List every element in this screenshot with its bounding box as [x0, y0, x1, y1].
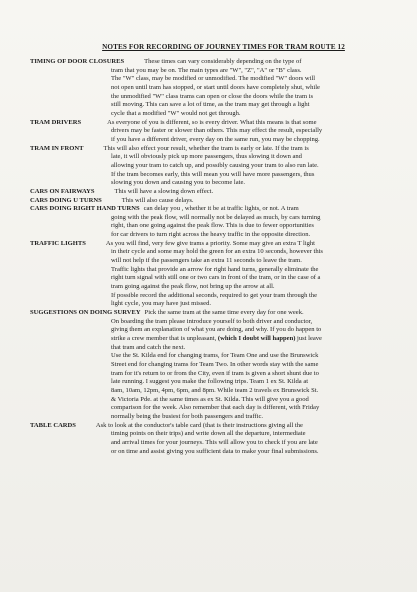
spacer — [86, 240, 106, 249]
section-text: can delay you , whether it be at traffic lights, or not. A tram — [143, 205, 299, 213]
section-line-text: Use the St. Kilda end for changing trams, for Team One and use the Brunswick — [111, 352, 319, 360]
spacer — [124, 58, 144, 67]
section-line — [30, 75, 391, 84]
section-line — [30, 266, 391, 275]
section-line-text: giving them an explanation of what you are doing, and why. If you do happen to — [111, 326, 322, 334]
section-line-text: that tram and catch the next. — [111, 343, 186, 351]
section-line-text: not open until tram has stopped, or start until doors have completely shut, while — [111, 83, 320, 91]
section-line-text: 8am, 10am, 12pm, 4pm, 6pm, and 8pm. While team 2 travels ex Brunswick St. — [111, 386, 319, 394]
section-line — [30, 283, 391, 292]
section — [30, 188, 391, 197]
section-line — [30, 300, 391, 309]
spacer — [76, 422, 96, 431]
section-first-line — [30, 145, 391, 154]
section-text: This will also effect your result, whether the tram is early or late. If the tram is — [103, 144, 309, 152]
section-line — [30, 257, 391, 266]
section-line — [30, 361, 391, 370]
section-line — [30, 214, 391, 223]
section-heading: CARS ON FAIRWAYS — [30, 187, 95, 195]
section-heading: TRAM DRIVERS — [30, 118, 82, 126]
section-line-text: allowing your tram to catch up, and possibly causing your tram to also run late. — [111, 161, 319, 169]
section-line — [30, 335, 391, 344]
section-heading: CARS DOING RIGHT HAND TURNS — [30, 205, 140, 213]
section-line-text: tram going against the peak flow, not bring up the arrow at all. — [111, 283, 275, 291]
section-line-text: strike a crew member that is unpleasant, (which I doubt will happen) just leave — [111, 335, 322, 342]
section-line — [30, 231, 391, 240]
section-heading: TIMING OF DOOR CLOSURES — [30, 58, 125, 65]
section-line — [30, 67, 391, 76]
section-line — [30, 439, 391, 448]
section-first-line — [30, 422, 391, 431]
section-line — [30, 136, 391, 145]
spacer — [95, 188, 115, 197]
section — [30, 309, 391, 422]
section-line-text: will not help if the passengers take an extra 11 seconds to leave the tram. — [111, 257, 302, 265]
section-line — [30, 179, 391, 188]
section-line — [30, 378, 391, 387]
section-text: These times can vary considerably depending on the type of — [144, 58, 302, 65]
section-text: This will also cause delays. — [121, 196, 194, 204]
section-line-text: still moving. This can save a lot of time, as the tram may get through a light — [111, 101, 310, 109]
section-line-text: normally being the busiest for both passengers and traffic. — [111, 412, 264, 420]
section-line-text: for car drivers to turn right across the heavy traffic in the opposite direction. — [111, 231, 311, 239]
section-heading: CARS DOING U TURNS — [30, 196, 102, 204]
section-line — [30, 326, 391, 335]
section — [30, 197, 391, 206]
section — [30, 145, 391, 188]
section-line-text: Street end for changing trams for Team Two. In other words stay with the same — [111, 360, 319, 368]
section — [30, 58, 391, 119]
section-line-text: late running. I suggest you make the following trips. Team 1 ex St. Kilda at — [111, 378, 309, 386]
section-line — [30, 352, 391, 361]
section-text: As you will find, very few give trams a priority. Some may give an extra T light — [105, 239, 315, 247]
spacer — [83, 145, 103, 154]
section-line-text: and arrival times for your journeys. This will allow you to check if you are late — [111, 438, 318, 446]
section-line-text: drivers may be faster or slower than others. This may effect the result, especially — [111, 127, 323, 135]
section-line-text: tram that you may be on. The main types are "W", "Z", "A" or "B" class. — [111, 66, 302, 74]
section-line-text: Traffic lights that provide an arrow for right hand turns, generally eliminate the — [111, 265, 319, 273]
section-first-line — [30, 188, 391, 197]
document-title: NOTES FOR RECORDING OF JOURNEY TIMES FOR TRAM ROUTE 12 — [102, 43, 345, 51]
section-text: Ask to look at the conductor's table card (that is their instructions giving all the — [95, 421, 303, 429]
section-line — [30, 110, 391, 119]
section-first-line — [30, 240, 391, 249]
section-line — [30, 171, 391, 180]
document-body — [30, 58, 391, 456]
section-line — [30, 430, 391, 439]
section-line — [30, 222, 391, 231]
section-line-text: late, it will obviously pick up more passengers, thus slowing it down and — [111, 153, 302, 161]
section-text: As everyone of you is different, so is every driver. What this means is that some — [107, 118, 317, 126]
section-line-text: light cycle, you may have just missed. — [111, 300, 212, 308]
section-line — [30, 248, 391, 257]
section-line-text: comparison for the week. Also remember that each day is different, with Friday — [111, 404, 320, 412]
section-line-text: On boarding the tram please introduce yourself to both driver and conductor, — [111, 317, 313, 325]
section-line — [30, 370, 391, 379]
section-line — [30, 274, 391, 283]
section-line-text: or on time and assist giving you sufficient data to make your final submissions. — [111, 447, 319, 455]
section-line-text: If the tram becomes early, this will mean you will have more passengers, thus — [111, 170, 315, 178]
section-line-text: & Victoria Pde. at the same times as ex St. Kilda. This will give you a good — [111, 395, 309, 403]
section-line-text: going with the peak flow, will normally not be delayed as much, by cars turning — [111, 213, 321, 221]
section-heading: TABLE CARDS — [30, 421, 76, 429]
section-line-text: the unmodified "W" class trams can open or close the doors while the tram is — [111, 92, 314, 100]
section-text: This will have a slowing down effect. — [114, 187, 214, 195]
section-line-text: if you have a different driver, every day on the same run, you may be chopping. — [111, 135, 320, 143]
section-line-text: If possible record the additional seconds, required to get your tram through the — [111, 291, 317, 299]
section-line-text: in their cycle and some may hold the green for an extra 10 seconds, however this — [111, 248, 323, 256]
section-line — [30, 101, 391, 110]
section — [30, 422, 391, 457]
section-line — [30, 162, 391, 171]
section-line — [30, 93, 391, 102]
section-line — [30, 292, 391, 301]
section-first-line — [30, 58, 391, 67]
section-first-line — [30, 119, 391, 128]
section-first-line — [30, 205, 391, 214]
section-line — [30, 153, 391, 162]
section — [30, 240, 391, 309]
section-line-text: tram for it's return to or from the City, even if tram is given a short shunt due to — [111, 369, 319, 377]
section — [30, 119, 391, 145]
section-line — [30, 84, 391, 93]
section-line-text: cycle that a modified "W" would not get through. — [111, 109, 241, 117]
section-line — [30, 344, 391, 353]
spacer — [81, 119, 107, 128]
section-line — [30, 127, 391, 136]
section-line-text: timing points on their trips) and write down all the departure, intermediate — [111, 430, 306, 438]
section-first-line — [30, 309, 391, 318]
section-line-text: right turn signal with still one or two cars in front of the tram, or in the case of a — [111, 274, 321, 282]
spacer — [102, 197, 122, 206]
section-heading: TRAM IN FRONT — [30, 144, 84, 152]
section-line — [30, 404, 391, 413]
section-line — [30, 387, 391, 396]
section-line — [30, 413, 391, 422]
section-first-line — [30, 197, 391, 206]
section — [30, 205, 391, 240]
section-heading: TRAFFIC LIGHTS — [30, 239, 86, 247]
section-line — [30, 318, 391, 327]
section-line — [30, 448, 391, 457]
section-line-text: The "W" class, may be modified or unmodified. The modified "W" doors will — [111, 75, 316, 83]
section-line-text: right, than one going against the peak flow. This is due to fewer opportunities — [111, 222, 314, 230]
section-text: Pick the same tram at the same time every day for one week. — [144, 309, 304, 317]
section-line-text: slowing you down and causing you to become late. — [111, 179, 246, 187]
section-line — [30, 396, 391, 405]
section-heading: SUGGESTIONS ON DOING SURVEY — [30, 309, 141, 317]
